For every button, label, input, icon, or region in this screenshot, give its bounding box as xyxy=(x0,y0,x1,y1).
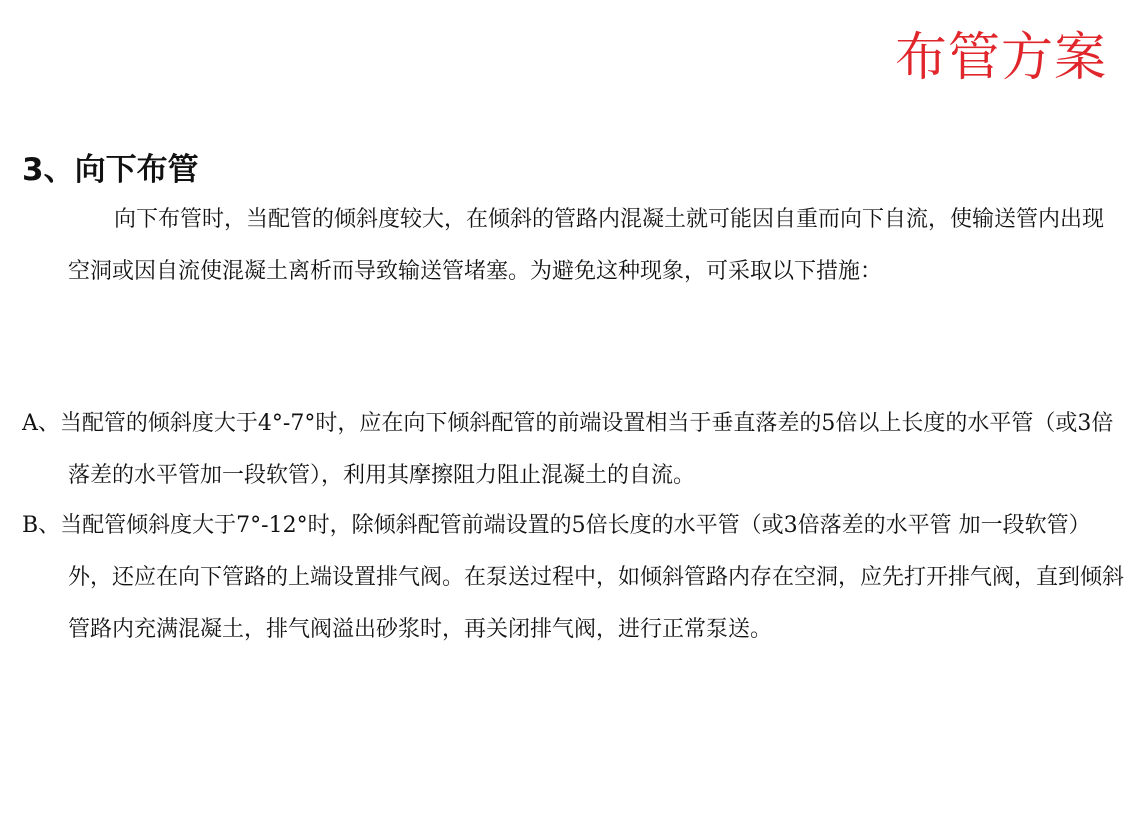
section-heading: 3、向下布管 xyxy=(22,152,199,188)
slide-title: 布管方案 xyxy=(894,28,1107,88)
intro-paragraph: 向下布管时，当配管的倾斜度较大，在倾斜的管路内混凝土就可能因自重而向下自流，使输送管内出现空洞或因自流使混凝土离析而导致输送管堵塞。为避免这种现象，可采取以下措施： xyxy=(68,207,1105,284)
list-item-a: A、当配管的倾斜度大于4°-7°时，应在向下倾斜配管的前端设置相当于垂直落差的5倍以上长度的水平管（或3倍落差的水平管加一段软管），利用其摩擦阻力阻止混凝土的自流。 xyxy=(22,411,1114,488)
list-item-b: B、当配管倾斜度大于7°-12°时，除倾斜配管前端设置的5倍长度的水平管（或3倍落差的水平管 加一段软管）外，还应在向下管路的上端设置排气阀。在泵送过程中，如倾斜管路内存在空洞，应先打开排气阀，直到倾斜管路内充满混凝土，排气阀溢出砂浆时，再关闭排气阀，进行正常泵送。 xyxy=(22,513,1125,642)
